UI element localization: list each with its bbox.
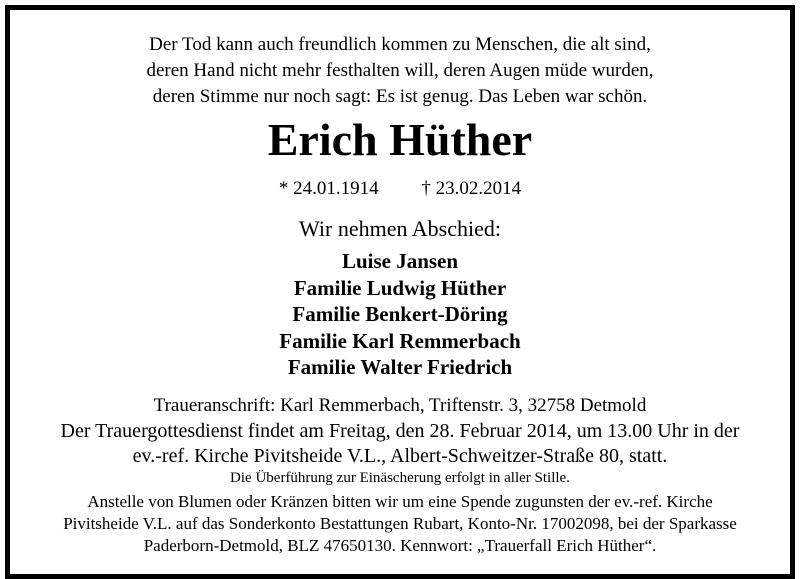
poem-line: Der Tod kann auch freundlich kommen zu Menschen, die alt sind, [149,34,651,55]
mourner-name: Familie Walter Friedrich [287,355,513,379]
service-line: ev.-ref. Kirche Pivitsheide V.L., Albert-Schweitzer-Straße 80, statt. [132,445,668,467]
mourner-name: Luise Jansen [341,249,459,273]
mourner-name: Familie Benkert-Döring [292,302,508,326]
mourners-list [10,248,790,381]
birth-date: * 24.01.1914 [278,178,379,199]
mourner-name: Familie Ludwig Hüther [293,275,507,300]
life-dates [10,177,790,201]
obituary-notice [10,10,790,569]
farewell-heading: Wir nehmen Abschied: [299,216,501,241]
transfer-note: Die Überführung zur Einäscherung erfolgt in aller Stille. [230,470,570,486]
mourner-name: Familie Karl Remmerbach [279,328,521,353]
donation-request [10,491,790,557]
funeral-service-info [10,419,790,469]
deceased-name: Erich Hüther [267,114,533,165]
mourning-address: Traueranschrift: Karl Remmerbach, Triftenstr. 3, 32758 Detmold [153,395,647,416]
service-line: Der Trauergottesdienst findet am Freitag, den 28. Februar 2014, um 13.00 Uhr in der [60,420,740,442]
donation-line: Pivitsheide V.L. auf das Sonderkonto Bestattungen Rubart, Konto-Nr. 17002098, bei der Sparkasse [63,514,737,533]
death-date: † 23.02.2014 [421,178,522,199]
donation-line: Anstelle von Blumen oder Kränzen bitten wir um eine Spende zugunsten der ev.-ref. Kirche [87,492,713,511]
donation-line: Paderborn-Detmold, BLZ 47650130. Kennwort: „Trauerfall Erich Hüther“. [143,536,657,555]
poem [10,32,790,110]
poem-line: deren Hand nicht mehr festhalten will, deren Augen müde wurden, [146,60,654,81]
poem-line: deren Stimme nur noch sagt: Es ist genug. Das Leben war schön. [152,86,648,107]
